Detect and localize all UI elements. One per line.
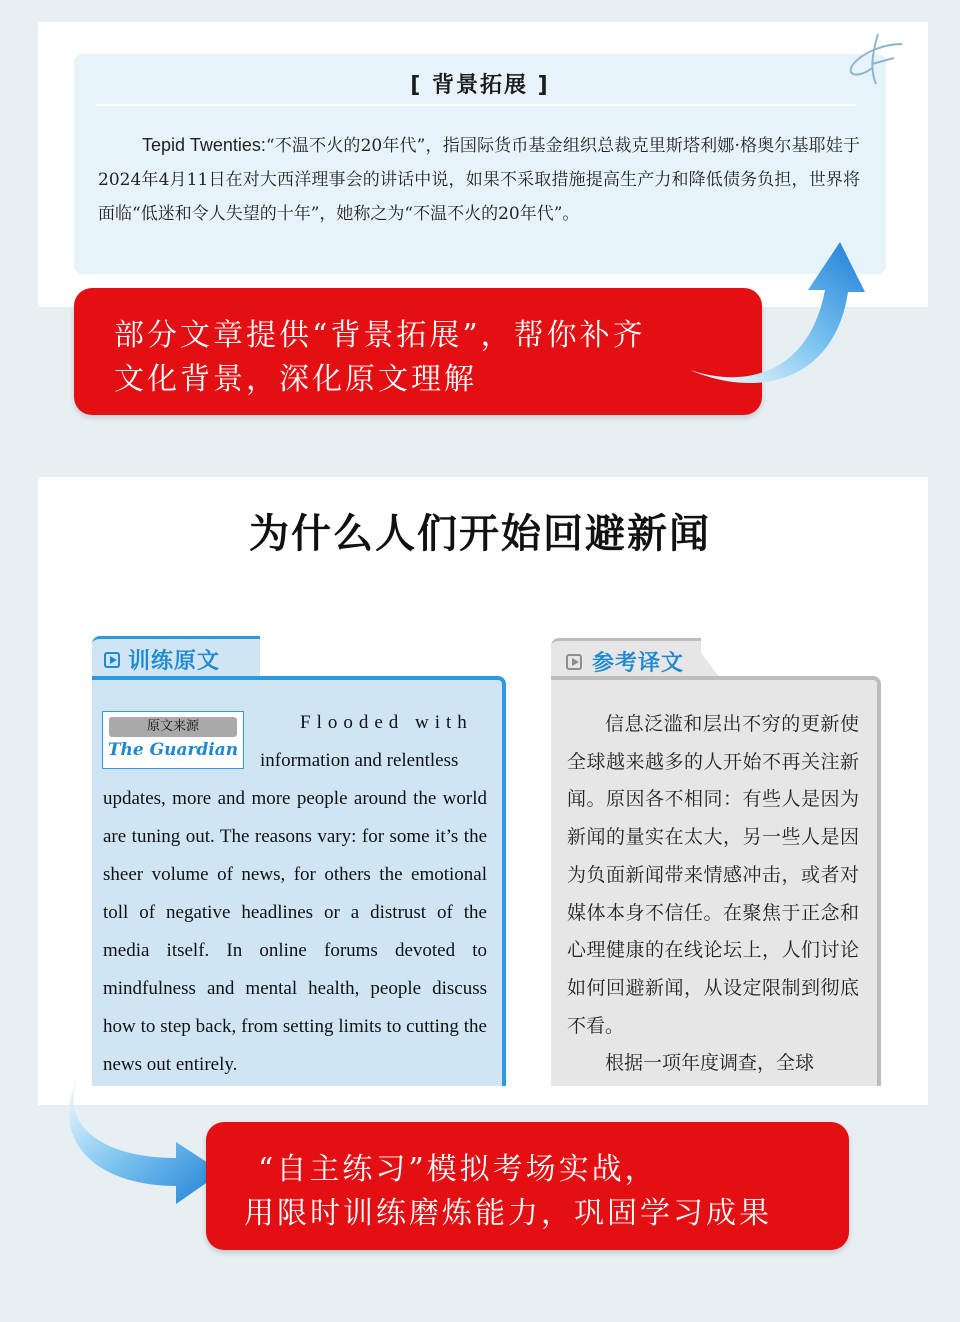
- play-square-icon: [104, 652, 120, 668]
- translation-paragraph-2: 根据一项年度调查，全球: [605, 1052, 815, 1075]
- term-label: Tepid Twenties:: [142, 135, 266, 155]
- feature-callout-practice: [206, 1122, 849, 1250]
- callout-line-1: 部分文章提供“背景拓展”，帮你补齐: [114, 318, 646, 353]
- swirl-ornament-icon: [842, 30, 922, 90]
- source-box: [102, 711, 244, 769]
- source-name: The Guardian: [107, 740, 239, 760]
- callout-line-2: 文化背景，深化原文理解: [114, 362, 477, 397]
- translation-tab-label: 参考译文: [592, 651, 685, 676]
- divider: [96, 104, 856, 106]
- background-box-text: [98, 128, 860, 231]
- source-label: 原文来源: [109, 717, 237, 737]
- original-second-line: information and relentless: [260, 750, 459, 771]
- play-square-icon: [566, 654, 582, 670]
- background-box-title: [ 背景拓展 ]: [410, 73, 550, 98]
- callout-line-2: 用限时训练磨炼能力，巩固学习成果: [244, 1196, 772, 1231]
- curved-arrow-icon: [690, 230, 870, 390]
- curved-arrow-icon: [64, 1068, 224, 1228]
- original-body: updates, more and more people around the world are tuning out. The reasons vary: for some it’s the sheer volume of news, for others the emotional toll of negative headlines or a distrust of the media itself. In online forums devoted to mindfulness and mental health, people discuss how to step back, from setting limits to cutting the news out entirely.: [103, 788, 487, 1075]
- translation-text: [567, 706, 859, 1083]
- original-tab-label: 训练原文: [128, 649, 221, 674]
- background-box-body: “不温不火的20年代”，指国际货币基金组织总裁克里斯塔利娜·格奥尔基耶娃于2024年4月11日在对大西洋理事会的讲话中说，如果不采取措施提高生产力和降低债务负担，世界将面临“低迷和令人失望的十年”，她称之为“不温不火的20年代”。: [98, 136, 860, 224]
- feature-callout-background: [74, 288, 762, 415]
- section-title: 为什么人们开始回避新闻: [249, 511, 711, 557]
- callout-line-1: “自主练习”模拟考场实战，: [258, 1152, 658, 1187]
- translation-paragraph-1: 信息泛滥和层出不穷的更新使全球越来越多的人开始不再关注新闻。原因各不相同：有些人是因为新闻的量实在太大，另一些人是因为负面新闻带来情感冲击，或者对媒体本身不信任。在聚焦于正念和心理健康的在线论坛上，人们讨论如何回避新闻，从设定限制到彻底不看。: [567, 713, 859, 1037]
- original-first-line: Flooded with: [300, 712, 473, 733]
